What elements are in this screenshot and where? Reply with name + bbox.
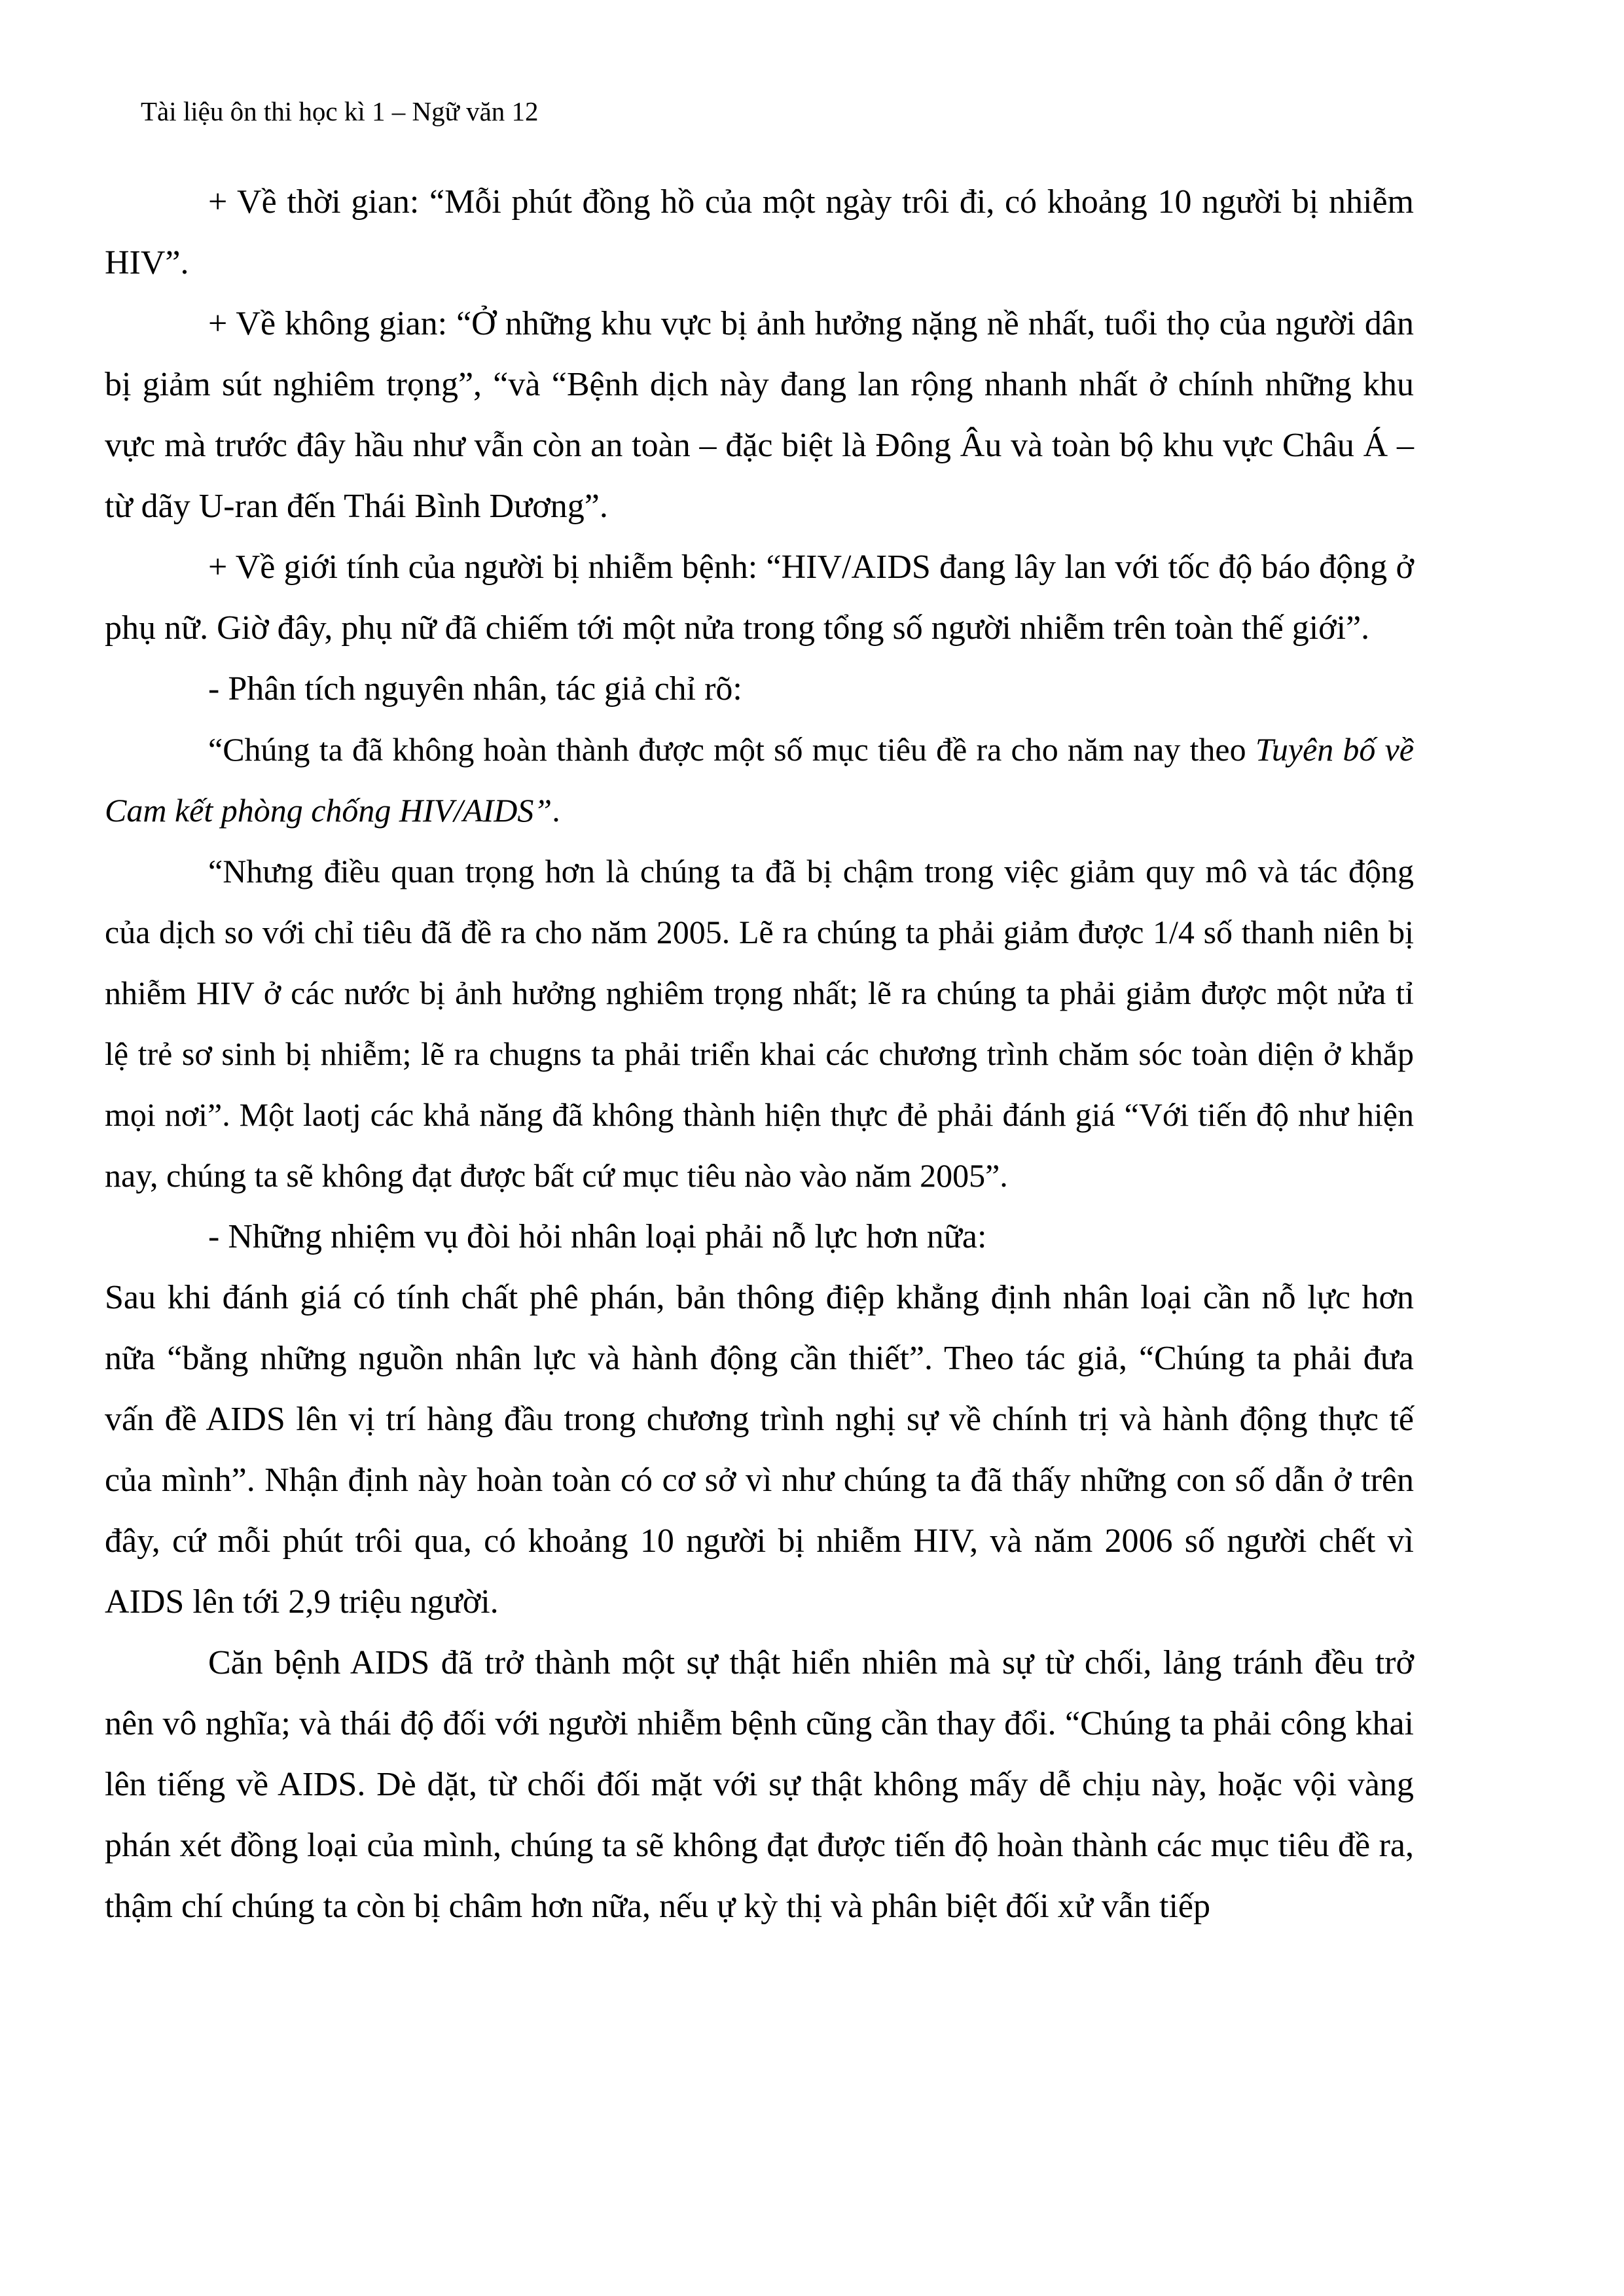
paragraph-time-aspect: + Về thời gian: “Mỗi phút đồng hồ của một ngày trôi đi, có khoảng 10 người bị nhiễm HIV”. — [105, 183, 1414, 281]
quote-declaration-italic-title: Tuyên bố về Cam kết phòng chống HIV/AIDS” — [105, 731, 1414, 829]
document-body — [105, 171, 1414, 1937]
paragraph-assessment: Sau khi đánh giá có tính chất phê phán, bản thông điệp khẳng định nhân loại cần nỗ lực hơn nữa “bằng những nguồn nhân lực và hành động cần thiết”. Theo tác giả, “Chúng ta phải đưa vấn đề AIDS lên vị trí hàng đầu trong chương trình nghị sự về chính trị và hành động thực tế của mình”. Nhận định này hoàn toàn có cơ sở vì như chúng ta đã thấy những con số dẫn ở trên đây, cứ mỗi phút trôi qua, có khoảng 10 người bị nhiễm HIV, và năm 2006 số người chết vì AIDS lên tới 2,9 triệu người. — [105, 1279, 1414, 1621]
paragraph-cause-analysis-heading: - Phân tích nguyên nhân, tác giả chỉ rõ: — [208, 670, 742, 708]
paragraph-quote-missed-targets: “Nhưng điều quan trọng hơn là chúng ta đã bị chậm trong việc giảm quy mô và tác động của dịch so với chỉ tiêu đã đề ra cho năm 2005. Lẽ ra chúng ta phải giảm được 1/4 số thanh niên bị nhiễm HIV ở các nước bị ảnh hưởng nghiêm trọng nhất; lẽ ra chúng ta phải giảm được một nửa tỉ lệ trẻ sơ sinh bị nhiễm; lẽ ra chugns ta phải triển khai các chương trình chăm sóc toàn diện ở khắp mọi nơi”. Một laotj các khả năng đã không thành hiện thực đẻ phải đánh giá “Với tiến độ như hiện nay, chúng ta sẽ không đạt được bất cứ mục tiêu nào vào năm 2005”. — [105, 853, 1414, 1194]
paragraph-space-aspect: + Về không gian: “Ở những khu vực bị ảnh hưởng nặng nề nhất, tuổi thọ của người dân bị giảm sút nghiêm trọng”, “và “Bệnh dịch này đang lan rộng nhanh nhất ở chính những khu vực mà trước đây hầu như vẫn còn an toàn – đặc biệt là Đông Âu và toàn bộ khu vực Châu Á – từ dãy U-ran đến Thái Bình Dương”. — [105, 305, 1414, 525]
quote-declaration-post: . — [552, 792, 560, 829]
paragraph-tasks-heading: - Những nhiệm vụ đòi hỏi nhân loại phải nỗ lực hơn nữa: — [208, 1218, 987, 1255]
paragraph-gender-aspect: + Về giới tính của người bị nhiễm bệnh: “HIV/AIDS đang lây lan với tốc độ báo động ở phụ nữ. Giờ đây, phụ nữ đã chiếm tới một nửa trong tổng số người nhiễm trên toàn thế giới”. — [105, 548, 1414, 647]
document-header: Tài liệu ôn thi học kì 1 – Ngữ văn 12 — [141, 96, 539, 126]
paragraph-quote-declaration — [105, 719, 1414, 841]
paragraph-aids-truth: Căn bệnh AIDS đã trở thành một sự thật hiển nhiên mà sự từ chối, lảng tránh đều trở nên vô nghĩa; và thái độ đối với người nhiễm bệnh cũng cần thay đổi. “Chúng ta phải công khai lên tiếng về AIDS. Dè dặt, từ chối đối mặt với sự thật không mấy dễ chịu này, hoặc vội vàng phán xét đồng loại của mình, chúng ta sẽ không đạt được tiến độ hoàn thành các mục tiêu đề ra, thậm chí chúng ta còn bị châm hơn nữa, nếu ự kỳ thị và phân biệt đối xử vẫn tiếp — [105, 1644, 1414, 1925]
quote-declaration-pre: “Chúng ta đã không hoàn thành được một số mục tiêu đề ra cho năm nay theo — [208, 731, 1255, 768]
